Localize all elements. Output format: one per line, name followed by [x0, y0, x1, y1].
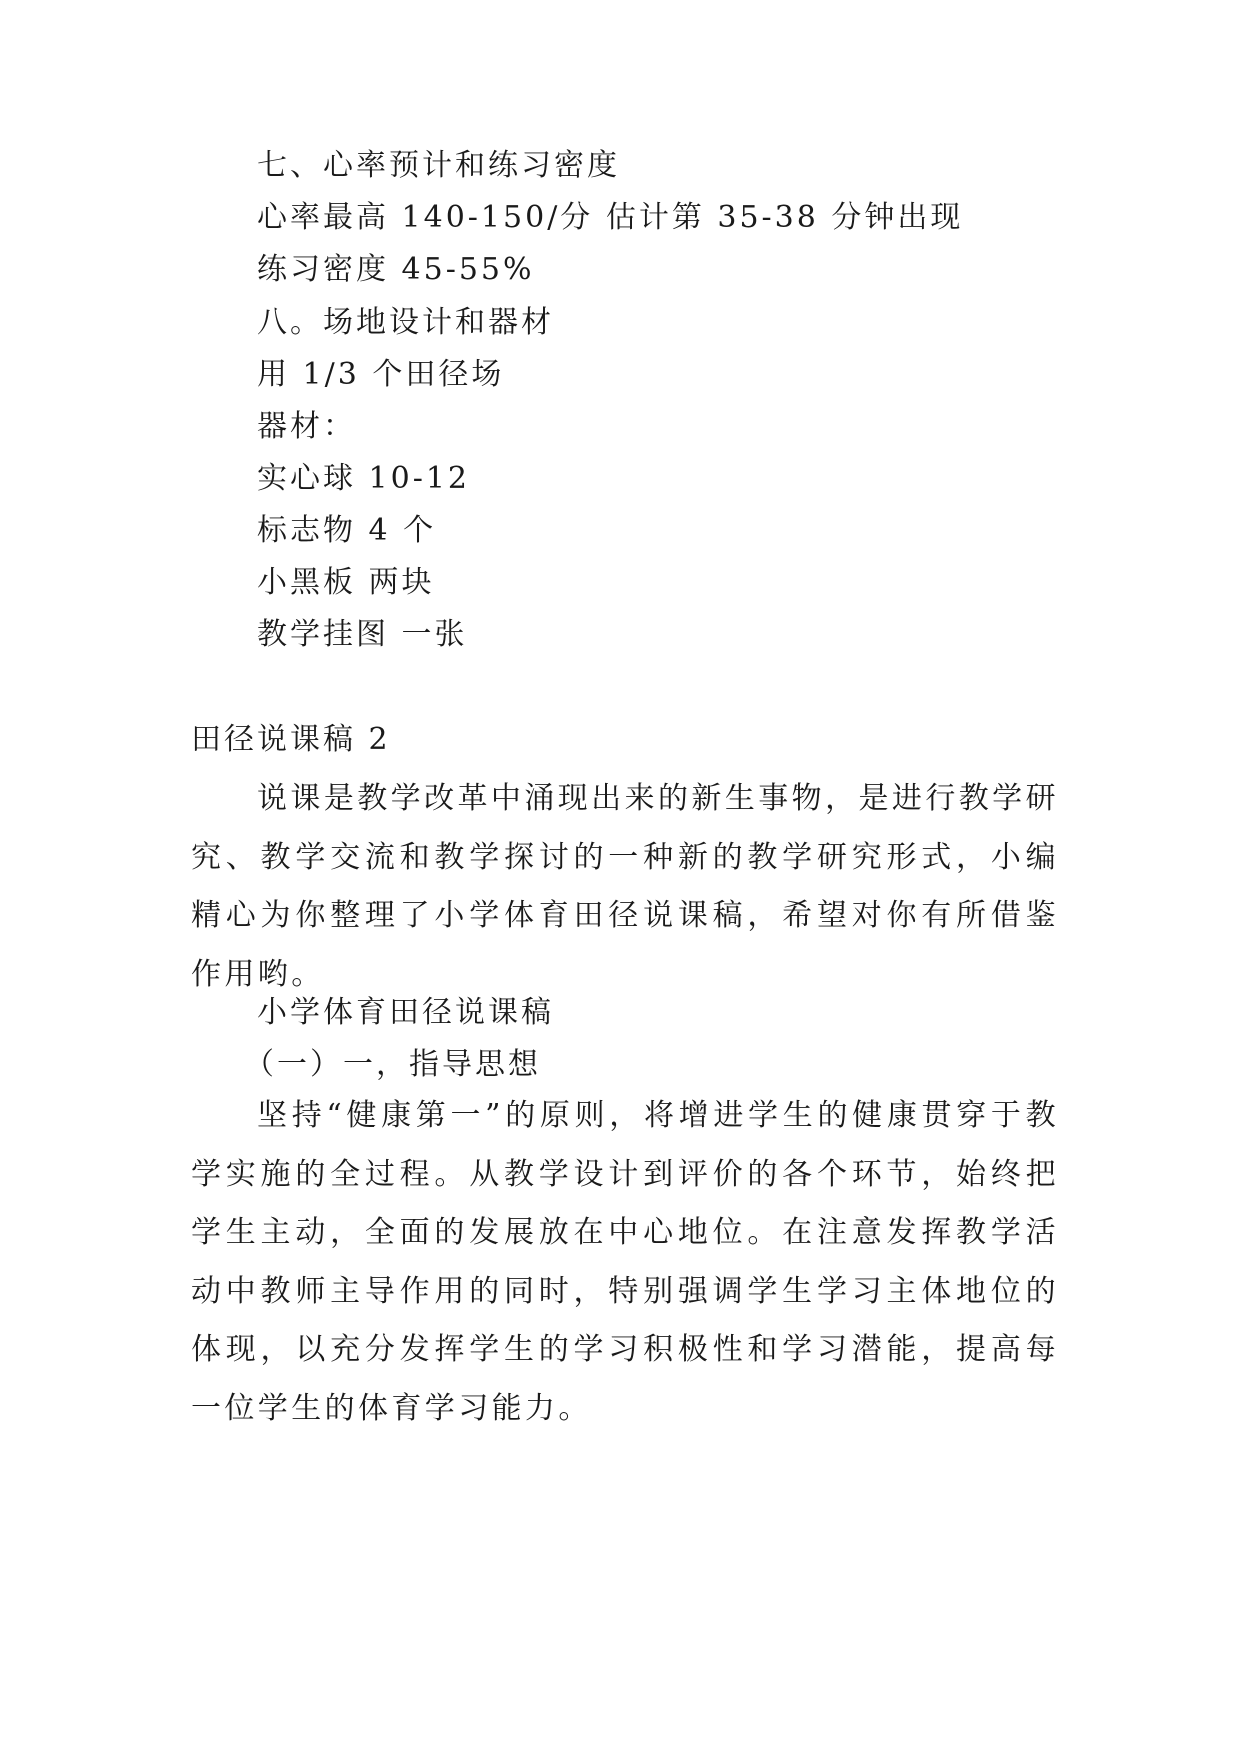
venue-line: 用 1/3 个田径场	[257, 357, 505, 392]
equipment-item: 标志物 4 个	[257, 513, 437, 548]
equipment-item: 教学挂图 一张	[257, 617, 468, 652]
article-subtitle: 小学体育田径说课稿	[257, 995, 554, 1030]
part1-heading: （一）一，指导思想	[244, 1047, 541, 1082]
heart-rate-line: 心率最高 140-150/分 估计第 35-38 分钟出现	[257, 200, 964, 235]
intro-paragraph: 说课是教学改革中涌现出来的新生事物，是进行教学研究、教学交流和教学探讨的一种新的教学研究形式，小编精心为你整理了小学体育田径说课稿，希望对你有所借鉴作用哟。	[191, 781, 1059, 992]
density-line: 练习密度 45-55%	[257, 252, 535, 287]
part1-paragraph: 坚持“健康第一”的原则，将增进学生的健康贯穿于教学实施的全过程。从教学设计到评价的各个环节，始终把学生主动，全面的发展放在中心地位。在注意发挥教学活动中教师主导作用的同时，特别强调学生学习主体地位的体现，以充分发挥学生的学习积极性和学习潜能，提高每一位学生的体育学习能力。	[191, 1098, 1059, 1426]
section8-heading: 八。场地设计和器材	[257, 305, 554, 340]
equipment-item: 实心球 10-12	[257, 461, 471, 496]
article-title: 田径说课稿 2	[191, 722, 391, 757]
section7-heading: 七、心率预计和练习密度	[257, 148, 620, 183]
equipment-label: 器材：	[257, 409, 356, 444]
equipment-item: 小黑板 两块	[257, 565, 435, 600]
